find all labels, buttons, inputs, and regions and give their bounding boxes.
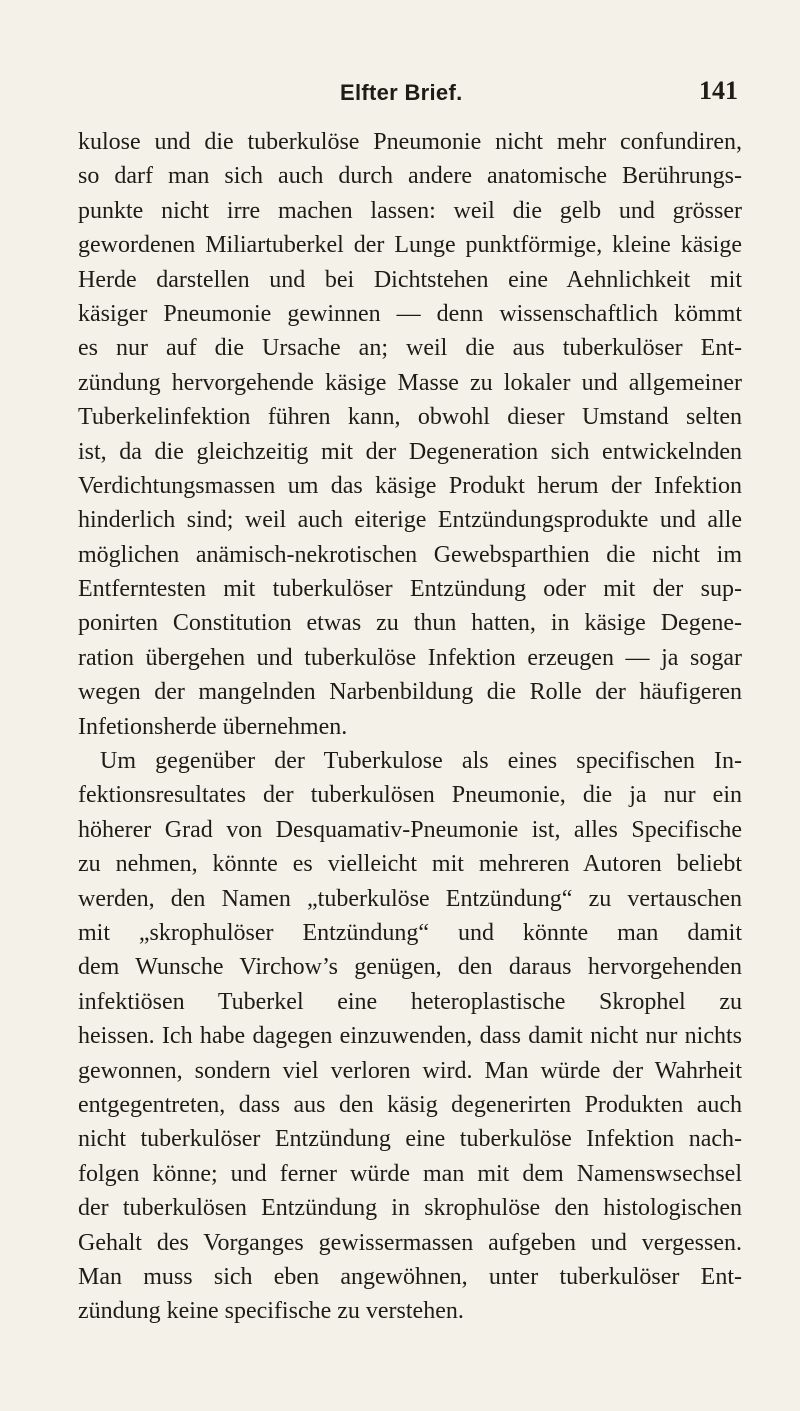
text-line: dem Wunsche Virchow’s genügen, den daraus hervorgehenden — [78, 954, 742, 981]
text-line: es nur auf die Ursache an; weil die aus tuberkulöser Ent- — [78, 335, 742, 362]
text-line: Herde darstellen und bei Dichtstehen eine Aehnlichkeit mit — [78, 266, 742, 293]
text-line: hinderlich sind; weil auch eiterige Entzündungsprodukte und alle — [78, 507, 742, 534]
text-line: entgegentreten, dass aus den käsig degenerirten Produkten auch — [78, 1091, 742, 1118]
text-line: Infetionsherde übernehmen. — [78, 713, 348, 740]
text-line: gewonnen, sondern viel verloren wird. Man würde der Wahrheit — [78, 1057, 742, 1084]
text-line: Verdichtungsmassen um das käsige Produkt herum der Infektion — [78, 472, 742, 499]
text-line: ist, da die gleichzeitig mit der Degeneration sich entwickelnden — [78, 438, 742, 465]
text-line: so darf man sich auch durch andere anatomische Berührungs- — [78, 163, 742, 190]
text-line: punkte nicht irre machen lassen: weil die gelb und grösser — [78, 197, 742, 224]
text-line: heissen. Ich habe dagegen einzuwenden, dass damit nicht nur nichts — [78, 1023, 742, 1050]
chapter-title: Elfter Brief. — [340, 80, 463, 105]
text-line: wegen der mangelnden Narbenbildung die Rolle der häufigeren — [78, 679, 742, 706]
text-line: Tuberkelinfektion führen kann, obwohl dieser Umstand selten — [78, 404, 742, 431]
body-text — [78, 125, 742, 1329]
text-line: infektiösen Tuberkel eine heteroplastische Skrophel zu — [78, 988, 742, 1015]
text-line: zündung keine specifische zu verstehen. — [78, 1298, 464, 1325]
text-line: zu nehmen, könnte es vielleicht mit mehreren Autoren beliebt — [78, 851, 742, 878]
text-line: gewordenen Miliartuberkel der Lunge punktförmige, kleine käsige — [78, 232, 742, 259]
text-line: ration übergehen und tuberkulöse Infektion erzeugen — ja sogar — [78, 644, 742, 671]
text-line: kulose und die tuberkulöse Pneumonie nicht mehr confundiren, — [78, 129, 742, 155]
text-line: werden, den Namen „tuberkulöse Entzündung“ zu vertauschen — [78, 885, 742, 912]
text-line: Man muss sich eben angewöhnen, unter tuberkulöser Ent- — [78, 1263, 742, 1290]
text-line: möglichen anämisch-nekrotischen Gewebsparthien die nicht im — [78, 541, 742, 568]
text-line: nicht tuberkulöser Entzündung eine tuberkulöse Infektion nach- — [78, 1126, 742, 1153]
running-head — [0, 76, 800, 120]
text-line: käsiger Pneumonie gewinnen — denn wissenschaftlich kömmt — [78, 300, 742, 327]
text-line: ponirten Constitution etwas zu thun hatten, in käsige Degene- — [78, 610, 742, 637]
text-line: Um gegenüber der Tuberkulose als eines specifischen In- — [100, 748, 742, 775]
text-line: höherer Grad von Desquamativ-Pneumonie ist, alles Specifische — [78, 816, 742, 843]
text-line: folgen könne; und ferner würde man mit dem Namenswsechsel — [78, 1160, 742, 1187]
text-line: mit „skrophulöser Entzündung“ und könnte man damit — [78, 919, 742, 946]
text-line: fektionsresultates der tuberkulösen Pneumonie, die ja nur ein — [78, 782, 742, 809]
text-line: der tuberkulösen Entzündung in skrophulöse den histologischen — [78, 1195, 742, 1222]
page-number: 141 — [699, 76, 738, 105]
text-line: zündung hervorgehende käsige Masse zu lokaler und allgemeiner — [78, 369, 742, 396]
text-line: Entferntesten mit tuberkulöser Entzündung oder mit der sup- — [78, 576, 742, 603]
text-line: Gehalt des Vorganges gewissermassen aufgeben und vergessen. — [78, 1229, 742, 1256]
